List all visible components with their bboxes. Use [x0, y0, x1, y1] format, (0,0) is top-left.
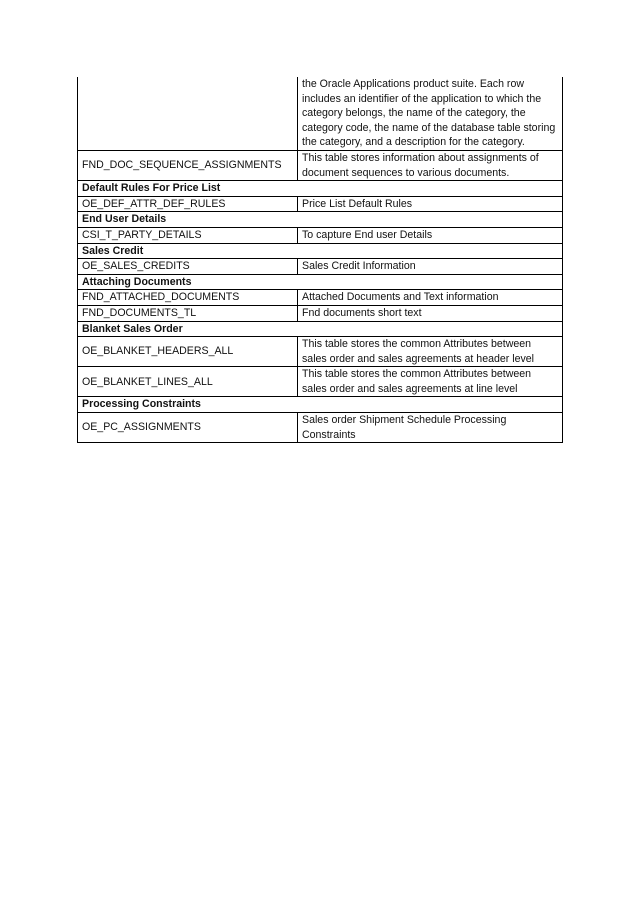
table-description-cell: This table stores information about assignments of document sequences to various documents. — [298, 150, 563, 180]
table-row — [78, 305, 563, 321]
section-title: Default Rules For Price List — [78, 181, 563, 197]
table-listing — [77, 77, 563, 443]
table-description-cell: To capture End user Details — [298, 227, 563, 243]
table-row — [78, 337, 563, 367]
table-row — [78, 413, 563, 443]
table-name-cell: CSI_T_PARTY_DETAILS — [78, 227, 298, 243]
section-header-row — [78, 181, 563, 197]
table-name-cell: FND_DOCUMENTS_TL — [78, 305, 298, 321]
section-title: Sales Credit — [78, 243, 563, 259]
table-name-cell: OE_BLANKET_HEADERS_ALL — [78, 337, 298, 367]
table-description-cell: Sales Credit Information — [298, 259, 563, 275]
section-header-row — [78, 274, 563, 290]
table-row — [78, 150, 563, 180]
table-row — [78, 367, 563, 397]
section-header-row — [78, 212, 563, 228]
table-row — [78, 196, 563, 212]
section-header-row — [78, 243, 563, 259]
table-description-cell: This table stores the common Attributes between sales order and sales agreements at line level — [298, 367, 563, 397]
table-row — [78, 227, 563, 243]
table-description-cell: Fnd documents short text — [298, 305, 563, 321]
section-header-row — [78, 397, 563, 413]
table-description-cell: Attached Documents and Text information — [298, 290, 563, 306]
table-name-cell: OE_DEF_ATTR_DEF_RULES — [78, 196, 298, 212]
section-title: End User Details — [78, 212, 563, 228]
table-name-cell: OE_PC_ASSIGNMENTS — [78, 413, 298, 443]
table-description-cell: This table stores the common Attributes between sales order and sales agreements at header level — [298, 337, 563, 367]
table-name-cell: FND_DOC_SEQUENCE_ASSIGNMENTS — [78, 150, 298, 180]
table-row — [78, 290, 563, 306]
table-description-cell: the Oracle Applications product suite. Each row includes an identifier of the application to which the category belongs, the name of the category, the category code, the name of the database table storing the category, and a description for the category. — [298, 77, 563, 150]
table-row — [78, 259, 563, 275]
section-title: Blanket Sales Order — [78, 321, 563, 337]
table-name-cell — [78, 77, 298, 150]
table-description-cell: Price List Default Rules — [298, 196, 563, 212]
section-title: Attaching Documents — [78, 274, 563, 290]
table-name-cell: FND_ATTACHED_DOCUMENTS — [78, 290, 298, 306]
table-row — [78, 77, 563, 150]
table-description-cell: Sales order Shipment Schedule Processing Constraints — [298, 413, 563, 443]
section-title: Processing Constraints — [78, 397, 563, 413]
table-name-cell: OE_BLANKET_LINES_ALL — [78, 367, 298, 397]
table-name-cell: OE_SALES_CREDITS — [78, 259, 298, 275]
section-header-row — [78, 321, 563, 337]
